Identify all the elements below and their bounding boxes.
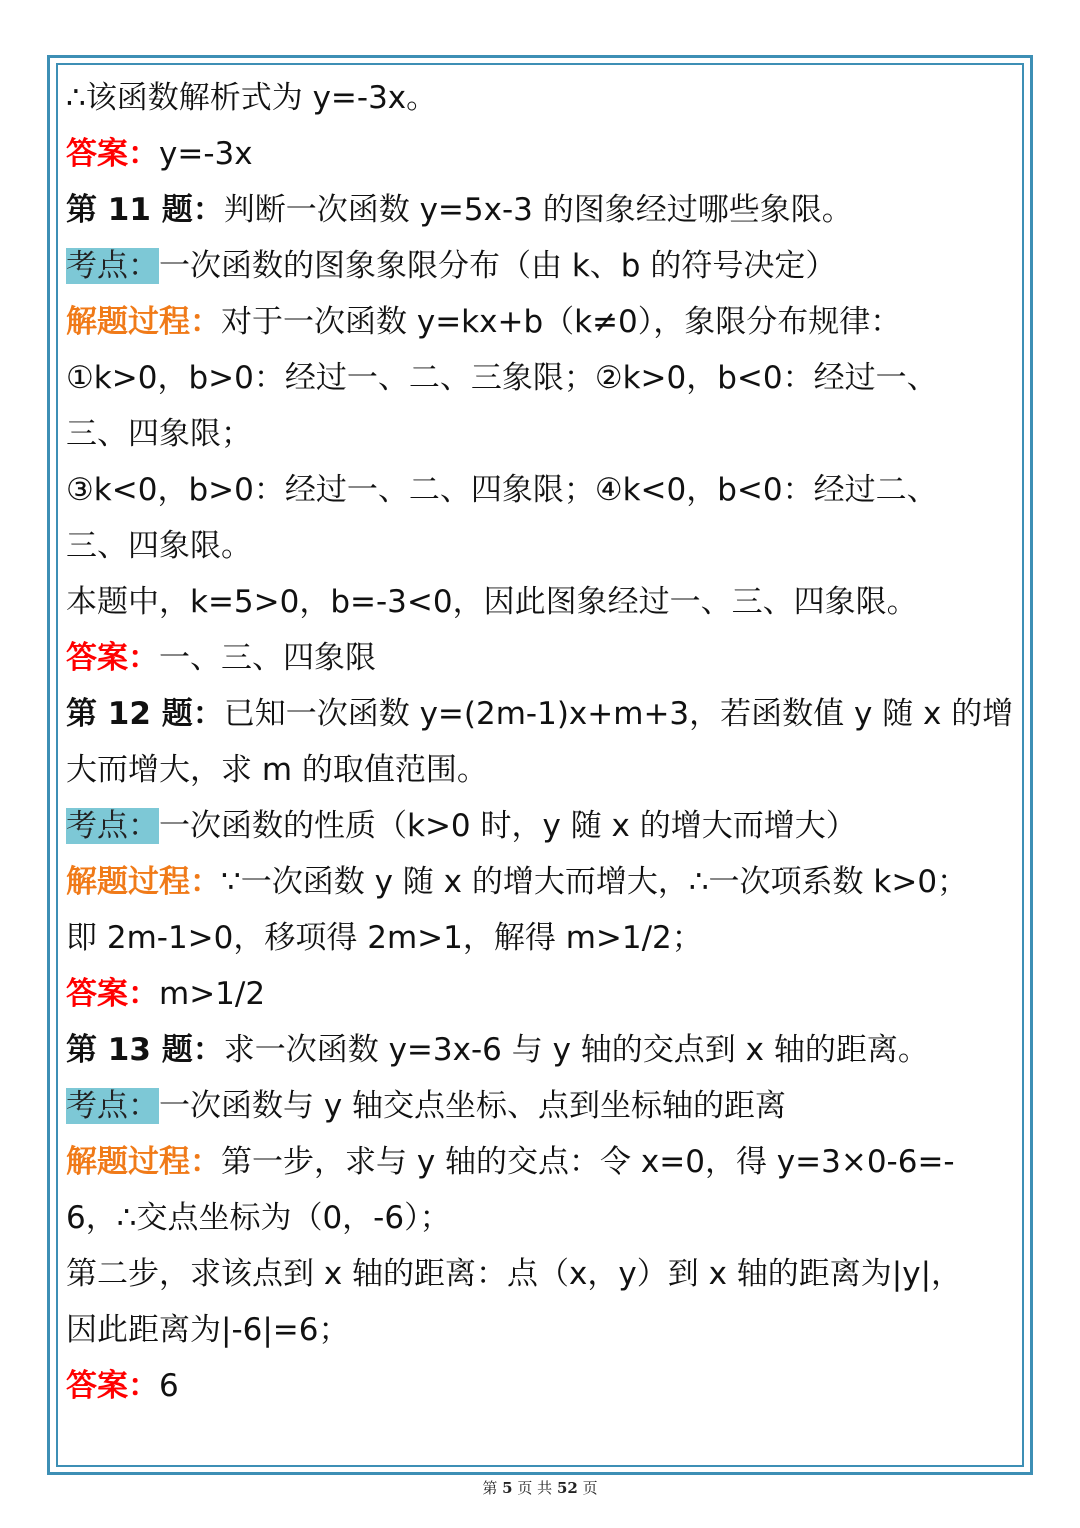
question-label: 第 11 题： bbox=[66, 192, 224, 228]
document-body bbox=[66, 70, 1016, 1414]
text-line bbox=[66, 182, 1016, 238]
answer-label: 答案： bbox=[66, 1368, 159, 1404]
text-line bbox=[66, 1302, 1016, 1358]
text-line bbox=[66, 1134, 1016, 1190]
answer-label: 答案： bbox=[66, 136, 159, 172]
text-run: 因此距离为|-6|=6； bbox=[66, 1312, 350, 1348]
text-line bbox=[66, 462, 1016, 518]
text-line bbox=[66, 518, 1016, 574]
solution-label: 解题过程： bbox=[66, 304, 221, 340]
answer-label: 答案： bbox=[66, 976, 159, 1012]
text-run: 第二步，求该点到 x 轴的距离：点（x，y）到 x 轴的距离为|y|， bbox=[66, 1256, 963, 1292]
text-run: m>1/2 bbox=[159, 976, 266, 1012]
footer-total-pages: 52 bbox=[556, 1479, 578, 1497]
text-run: ③k<0，b>0：经过一、二、四象限；④k<0，b<0：经过二、 bbox=[66, 472, 938, 508]
text-line bbox=[66, 742, 1016, 798]
text-line bbox=[66, 70, 1016, 126]
text-line bbox=[66, 294, 1016, 350]
question-label: 第 13 题： bbox=[66, 1032, 224, 1068]
key-point-label: 考点： bbox=[66, 808, 159, 844]
text-run: 第一步，求与 y 轴的交点：令 x=0，得 y=3×0-6=- bbox=[221, 1144, 955, 1180]
text-line bbox=[66, 350, 1016, 406]
text-run: 三、四象限。 bbox=[66, 528, 252, 564]
text-line bbox=[66, 1190, 1016, 1246]
key-point-label: 考点： bbox=[66, 248, 159, 284]
text-line bbox=[66, 1246, 1016, 1302]
text-run: 一次函数的图象象限分布（由 k、b 的符号决定） bbox=[159, 248, 837, 284]
text-run: 6 bbox=[159, 1368, 179, 1404]
footer-suffix: 页 bbox=[582, 1479, 598, 1497]
answer-label: 答案： bbox=[66, 640, 159, 676]
text-line bbox=[66, 630, 1016, 686]
text-run: y=-3x bbox=[159, 136, 253, 172]
text-run: 本题中，k=5>0，b=-3<0，因此图象经过一、三、四象限。 bbox=[66, 584, 918, 620]
text-run: 6，∴交点坐标为（0，-6）； bbox=[66, 1200, 451, 1236]
text-line bbox=[66, 1022, 1016, 1078]
text-line bbox=[66, 238, 1016, 294]
solution-label: 解题过程： bbox=[66, 1144, 221, 1180]
text-run: 一次函数的性质（k>0 时，y 随 x 的增大而增大） bbox=[159, 808, 857, 844]
text-run: 三、四象限； bbox=[66, 416, 252, 452]
text-line bbox=[66, 910, 1016, 966]
text-line bbox=[66, 574, 1016, 630]
page-footer bbox=[0, 1477, 1080, 1499]
text-run: 已知一次函数 y=(2m-1)x+m+3，若函数值 y 随 x 的增 bbox=[223, 696, 1014, 732]
text-run: ∴该函数解析式为 y=-3x。 bbox=[66, 80, 438, 116]
text-line bbox=[66, 966, 1016, 1022]
solution-label: 解题过程： bbox=[66, 864, 221, 900]
footer-page-number: 5 bbox=[502, 1479, 513, 1497]
text-line bbox=[66, 1358, 1016, 1414]
text-run: 一、三、四象限 bbox=[159, 640, 376, 676]
footer-middle: 页 共 bbox=[517, 1479, 553, 1497]
text-run: 大而增大，求 m 的取值范围。 bbox=[66, 752, 488, 788]
text-run: 即 2m-1>0，移项得 2m>1，解得 m>1/2； bbox=[66, 920, 703, 956]
text-line bbox=[66, 686, 1016, 742]
question-label: 第 12 题： bbox=[66, 696, 224, 732]
text-run: ∵一次函数 y 随 x 的增大而增大，∴一次项系数 k>0； bbox=[221, 864, 969, 900]
text-line bbox=[66, 406, 1016, 462]
text-run: 对于一次函数 y=kx+b（k≠0），象限分布规律： bbox=[221, 304, 902, 340]
footer-prefix: 第 bbox=[482, 1479, 498, 1497]
text-run: ①k>0，b>0：经过一、二、三象限；②k>0，b<0：经过一、 bbox=[66, 360, 938, 396]
text-run: 判断一次函数 y=5x-3 的图象经过哪些象限。 bbox=[223, 192, 853, 228]
text-line bbox=[66, 798, 1016, 854]
text-run: 求一次函数 y=3x-6 与 y 轴的交点到 x 轴的距离。 bbox=[223, 1032, 929, 1068]
text-line bbox=[66, 854, 1016, 910]
text-line bbox=[66, 1078, 1016, 1134]
text-run: 一次函数与 y 轴交点坐标、点到坐标轴的距离 bbox=[159, 1088, 787, 1124]
text-line bbox=[66, 126, 1016, 182]
key-point-label: 考点： bbox=[66, 1088, 159, 1124]
